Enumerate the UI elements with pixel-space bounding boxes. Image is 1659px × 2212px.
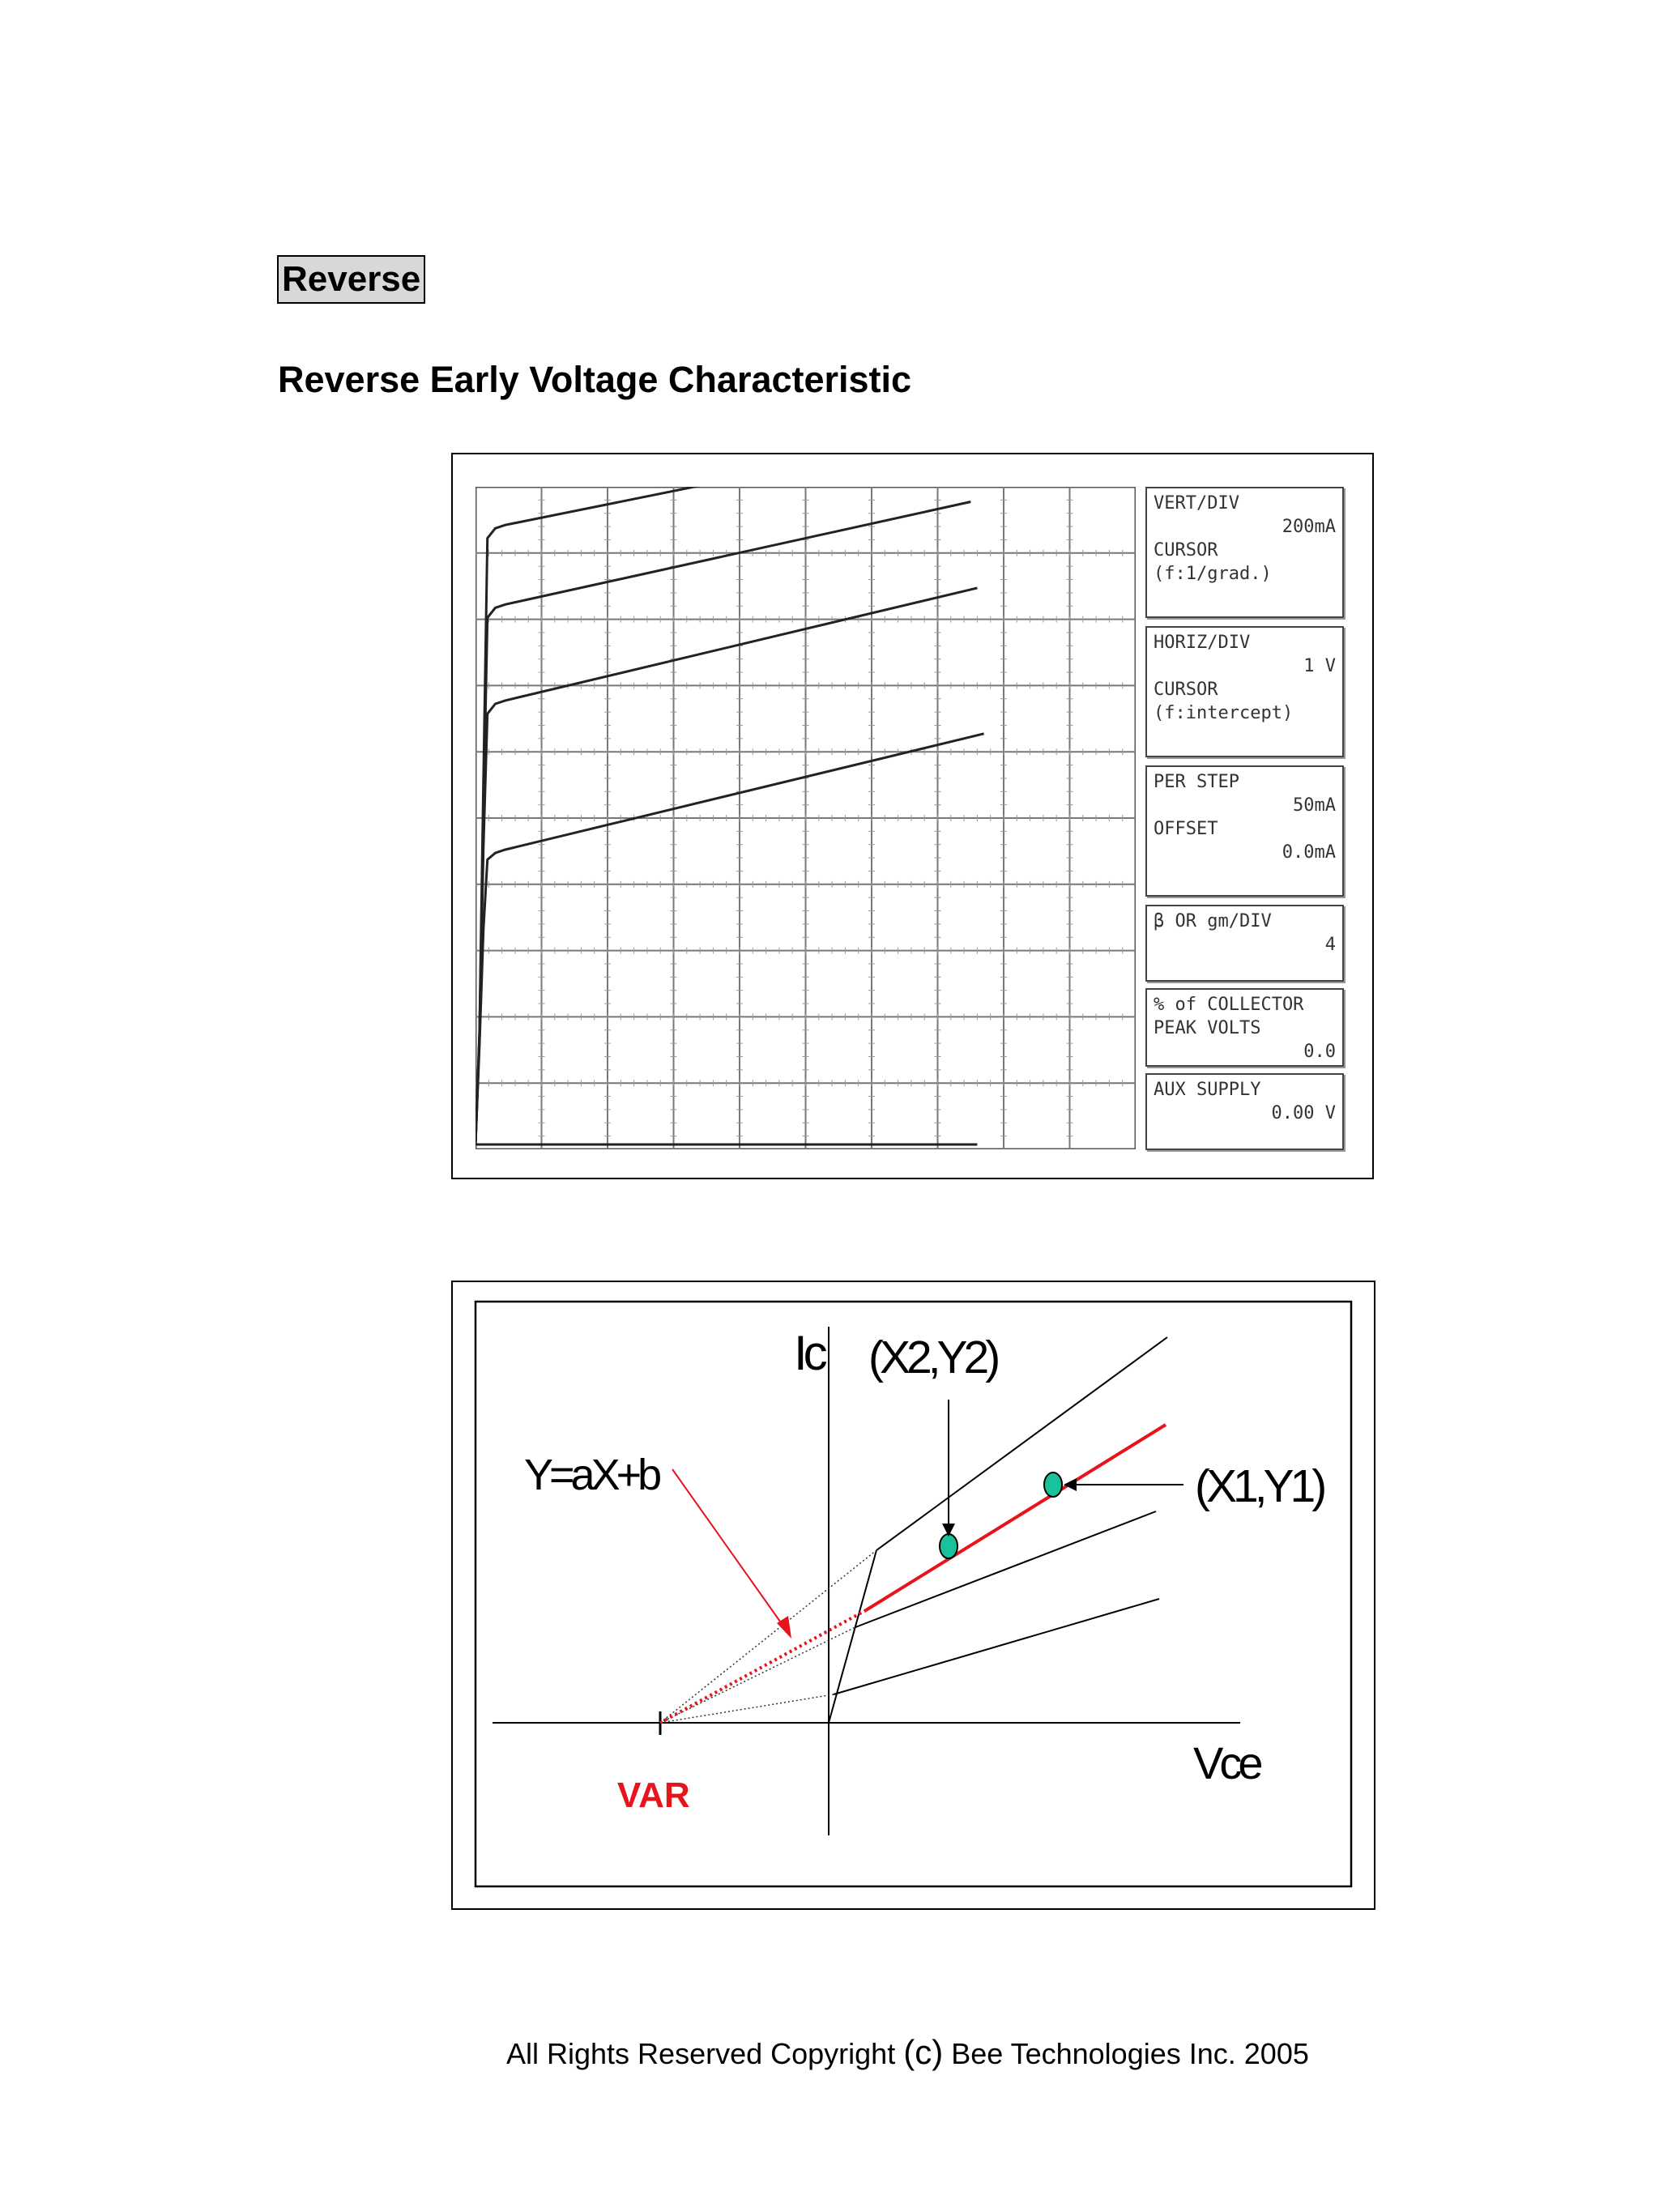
readout-beta-line: β OR gm/DIV	[1154, 911, 1272, 931]
readout-horiz	[1145, 626, 1344, 757]
readout-vert-line: CURSOR	[1154, 540, 1218, 560]
readout-aux-line: 0.00 V	[1271, 1103, 1336, 1123]
footer-text-before: All Rights Reserved Copyright	[506, 2037, 904, 2070]
early-voltage-diagram	[453, 1282, 1374, 1908]
fit-extrapolation	[660, 1610, 866, 1723]
readout-step-line: 50mA	[1293, 795, 1336, 816]
point1-label: (X1,Y1)	[1195, 1460, 1324, 1512]
readout-aux-line: AUX SUPPLY	[1154, 1080, 1261, 1100]
readout-peak-line: PEAK VOLTS	[1154, 1018, 1261, 1038]
readout-peak-line: 0.0	[1303, 1042, 1336, 1062]
copyright-footer	[506, 2035, 1309, 2072]
copyright-symbol: (c)	[903, 2033, 944, 2071]
readout-peak-line: % of COLLECTOR	[1154, 995, 1304, 1015]
point-x2y2	[940, 1534, 957, 1558]
readout-beta	[1145, 905, 1344, 982]
vce-label: Vce	[1193, 1737, 1260, 1788]
equation-label: Y=aX+b	[524, 1451, 659, 1499]
readout-vert	[1145, 487, 1344, 618]
readout-beta-line: 4	[1324, 935, 1336, 955]
readout-vert-line: (f:1/grad.)	[1154, 564, 1272, 584]
ic-curve-4	[834, 1599, 1159, 1694]
section-tag: Reverse	[277, 255, 425, 304]
readout-step-line: OFFSET	[1154, 819, 1218, 839]
readout-aux	[1145, 1073, 1344, 1150]
readout-vert-line: 200mA	[1282, 517, 1336, 537]
early-voltage-diagram-figure	[451, 1281, 1375, 1910]
curve-tracer-figure	[451, 453, 1374, 1179]
arrow-equation	[672, 1469, 784, 1627]
readout-step-line: 0.0mA	[1282, 842, 1336, 863]
ic-curve-3	[855, 1511, 1156, 1627]
page-heading: Reverse Early Voltage Characteristic	[278, 359, 912, 400]
readout-peak	[1145, 988, 1344, 1067]
readout-horiz-line: (f:intercept)	[1154, 703, 1294, 723]
point2-label: (X2,Y2)	[868, 1332, 997, 1383]
readout-vert-line: VERT/DIV	[1154, 493, 1239, 514]
readout-horiz-line: HORIZ/DIV	[1154, 633, 1251, 653]
extrapolation-dotted-mid	[660, 1627, 855, 1723]
footer-text-after: Bee Technologies Inc. 2005	[943, 2037, 1309, 2070]
point-x1y1	[1044, 1473, 1062, 1497]
curve-tracer-plot	[476, 487, 1136, 1149]
arrow-head-x1y1	[1064, 1478, 1077, 1491]
arrow-head-x2y2	[942, 1524, 955, 1536]
inner-frame	[476, 1302, 1351, 1886]
fit-line	[866, 1425, 1166, 1610]
readout-step	[1145, 765, 1344, 897]
extrapolation-dotted-top	[660, 1550, 876, 1723]
var-label: VAR	[617, 1775, 690, 1815]
readout-horiz-line: CURSOR	[1154, 680, 1218, 700]
readout-horiz-line: 1 V	[1303, 656, 1336, 676]
readout-step-line: PER STEP	[1154, 772, 1239, 792]
ic-label: Ic	[794, 1326, 824, 1380]
